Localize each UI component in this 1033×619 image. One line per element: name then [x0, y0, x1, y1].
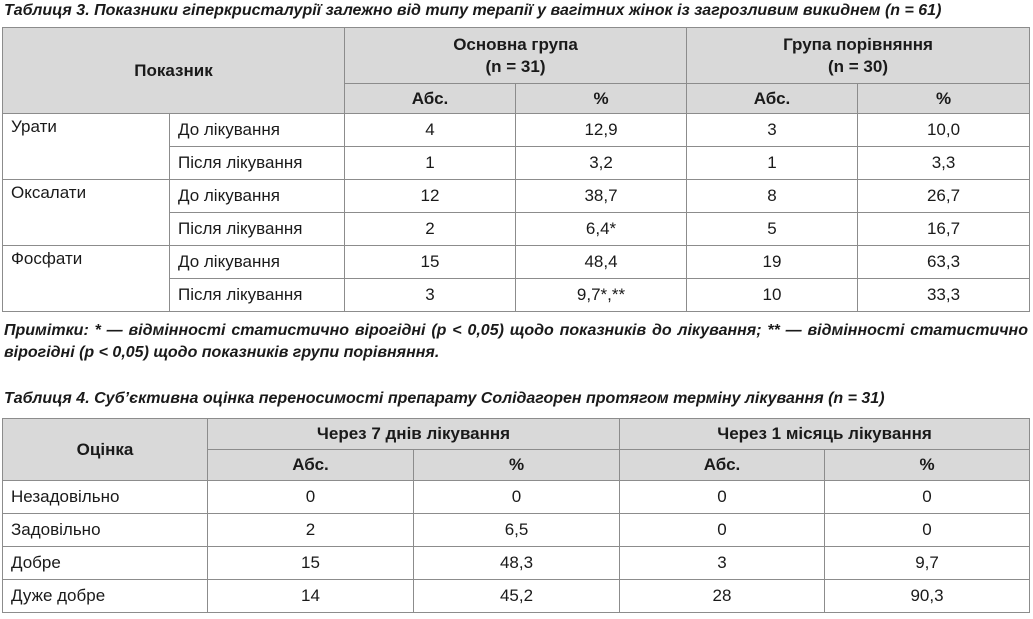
main-abs-cell: 4 — [345, 114, 516, 147]
comparison-pct-cell: 16,7 — [858, 213, 1030, 246]
indicator-header: Показник — [3, 28, 345, 114]
table-row — [3, 514, 1030, 547]
seven-days-pct-cell: 45,2 — [414, 580, 620, 613]
main-pct-cell: 38,7 — [516, 180, 687, 213]
comparison-abs-cell: 5 — [687, 213, 858, 246]
seven-days-abs-cell: 15 — [208, 547, 414, 580]
seven-days-pct-cell: 6,5 — [414, 514, 620, 547]
main-group-header — [345, 28, 687, 84]
comparison-group-count: (n = 30) — [828, 56, 889, 76]
seven-days-pct-cell: 48,3 — [414, 547, 620, 580]
table-row — [3, 246, 1030, 279]
rating-cell: Незадовільно — [3, 481, 208, 514]
main-abs-cell: 3 — [345, 279, 516, 312]
comparison-pct-header: % — [858, 84, 1030, 114]
substance-cell: Фосфати — [3, 246, 170, 312]
comparison-abs-cell: 10 — [687, 279, 858, 312]
one-month-abs-header: Абс. — [620, 450, 825, 481]
one-month-pct-cell: 0 — [825, 514, 1030, 547]
substance-cell: Урати — [3, 114, 170, 180]
seven-days-header: Через 7 днів лікування — [208, 419, 620, 450]
seven-days-abs-cell: 0 — [208, 481, 414, 514]
period-cell: До лікування — [170, 246, 345, 279]
period-cell: До лікування — [170, 114, 345, 147]
main-abs-cell: 1 — [345, 147, 516, 180]
table-row — [3, 547, 1030, 580]
rating-cell: Добре — [3, 547, 208, 580]
one-month-abs-cell: 3 — [620, 547, 825, 580]
rating-header: Оцінка — [3, 419, 208, 481]
comparison-pct-cell: 63,3 — [858, 246, 1030, 279]
table3-note: Примітки: * — відмінності статистично вірогідні (p < 0,05) щодо показників до лікування; ** — відмінності статистично вірогідні (p < 0,05) щодо показників групи порівняння. — [4, 322, 1028, 361]
main-group-title: Основна група — [453, 34, 578, 54]
table-row — [3, 180, 1030, 213]
comparison-abs-cell: 8 — [687, 180, 858, 213]
one-month-pct-header: % — [825, 450, 1030, 481]
seven-days-pct-cell: 0 — [414, 481, 620, 514]
comparison-pct-cell: 10,0 — [858, 114, 1030, 147]
main-pct-cell: 12,9 — [516, 114, 687, 147]
comparison-abs-cell: 19 — [687, 246, 858, 279]
comparison-pct-cell: 26,7 — [858, 180, 1030, 213]
main-abs-cell: 2 — [345, 213, 516, 246]
comparison-group-title: Група порівняння — [783, 34, 933, 54]
main-pct-header: % — [516, 84, 687, 114]
comparison-abs-cell: 3 — [687, 114, 858, 147]
one-month-pct-cell: 9,7 — [825, 547, 1030, 580]
comparison-pct-cell: 33,3 — [858, 279, 1030, 312]
comparison-abs-header: Абс. — [687, 84, 858, 114]
table4 — [2, 418, 1030, 613]
seven-days-abs-header: Абс. — [208, 450, 414, 481]
period-cell: Після лікування — [170, 147, 345, 180]
main-abs-cell: 15 — [345, 246, 516, 279]
main-pct-cell: 6,4* — [516, 213, 687, 246]
comparison-group-header — [687, 28, 1030, 84]
one-month-abs-cell: 0 — [620, 481, 825, 514]
period-cell: До лікування — [170, 180, 345, 213]
period-cell: Після лікування — [170, 213, 345, 246]
rating-cell: Дуже добре — [3, 580, 208, 613]
table-row — [3, 114, 1030, 147]
table3 — [2, 27, 1030, 312]
table-row — [3, 580, 1030, 613]
comparison-pct-cell: 3,3 — [858, 147, 1030, 180]
main-pct-cell: 48,4 — [516, 246, 687, 279]
table3-caption: Таблиця 3. Показники гіперкристалурії залежно від типу терапії у вагітних жінок із загрозливим викиднем (n = 61) — [4, 2, 942, 19]
one-month-header: Через 1 місяць лікування — [620, 419, 1030, 450]
table4-caption: Таблиця 4. Суб’єктивна оцінка переносимості препарату Солідагорен протягом терміну лікування (n = 31) — [4, 390, 885, 407]
comparison-abs-cell: 1 — [687, 147, 858, 180]
one-month-pct-cell: 90,3 — [825, 580, 1030, 613]
period-cell: Після лікування — [170, 279, 345, 312]
one-month-abs-cell: 28 — [620, 580, 825, 613]
seven-days-abs-cell: 2 — [208, 514, 414, 547]
substance-cell: Оксалати — [3, 180, 170, 246]
main-group-count: (n = 31) — [485, 56, 546, 76]
rating-cell: Задовільно — [3, 514, 208, 547]
seven-days-pct-header: % — [414, 450, 620, 481]
seven-days-abs-cell: 14 — [208, 580, 414, 613]
main-pct-cell: 3,2 — [516, 147, 687, 180]
table-row — [3, 481, 1030, 514]
main-pct-cell: 9,7*,** — [516, 279, 687, 312]
one-month-pct-cell: 0 — [825, 481, 1030, 514]
one-month-abs-cell: 0 — [620, 514, 825, 547]
main-abs-cell: 12 — [345, 180, 516, 213]
main-abs-header: Абс. — [345, 84, 516, 114]
